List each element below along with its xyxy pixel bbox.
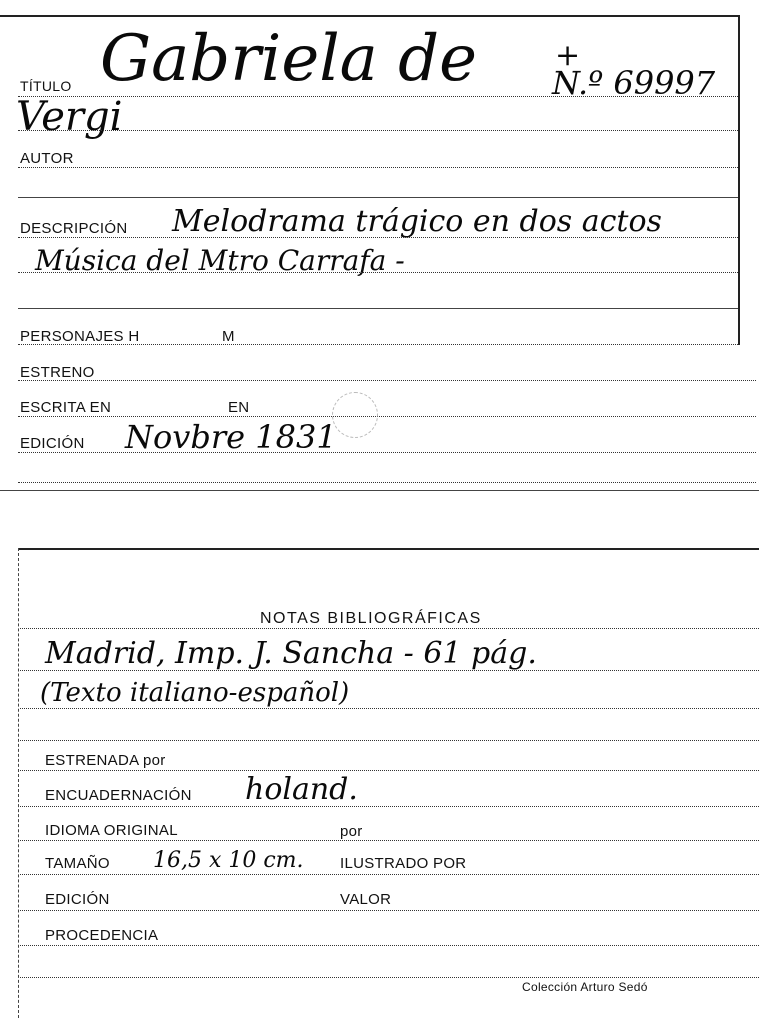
escrita-line	[18, 416, 756, 417]
procedencia-line-2	[20, 977, 759, 978]
personajes-m-label: M	[222, 328, 235, 345]
descripcion-value-line1: Melodrama trágico en dos actos	[172, 204, 662, 239]
personajes-h-label: PERSONAJES H	[20, 328, 140, 345]
catalog-card-top	[0, 0, 759, 495]
encuadernacion-line	[20, 806, 759, 807]
autor-line-2	[18, 197, 738, 198]
tamano-value: 16,5 x 10 cm.	[153, 848, 304, 873]
encuadernacion-value: holand.	[245, 772, 358, 807]
en-label: EN	[228, 399, 250, 416]
numero-value: N.º 69997	[552, 64, 716, 102]
edicion-label: EDICIÓN	[20, 435, 85, 452]
notas-line-3	[20, 740, 759, 741]
descripcion-label: DESCRIPCIÓN	[20, 220, 128, 237]
card-bottom-border	[0, 490, 759, 491]
titulo-line	[18, 96, 738, 97]
card2-top-border	[18, 548, 759, 550]
descripcion-line-3	[18, 308, 738, 309]
titulo-label: TÍTULO	[20, 78, 72, 94]
descripcion-line	[18, 237, 738, 238]
estrenada-line	[20, 770, 759, 771]
descripcion-line-2	[18, 272, 738, 273]
card-top-border	[0, 15, 740, 17]
personajes-line	[18, 344, 738, 345]
titulo-line-2	[18, 130, 738, 131]
catalog-card-bottom	[0, 540, 759, 1028]
titulo-value-line2: Vergi	[16, 94, 123, 140]
card-right-border	[738, 15, 740, 345]
tamano-line	[20, 874, 759, 875]
procedencia-label: PROCEDENCIA	[45, 927, 159, 944]
edicion-line	[18, 452, 756, 453]
cross-mark: +	[555, 38, 581, 73]
estreno-line	[18, 380, 756, 381]
notas-heading: NOTAS BIBLIOGRÁFICAS	[260, 610, 482, 627]
edicion-value: Novbre 1831	[125, 418, 337, 456]
descripcion-value-line2: Música del Mtro Carrafa -	[35, 244, 405, 277]
tamano-label: TAMAÑO	[45, 855, 110, 872]
ilustrado-label: ILUSTRADO POR	[340, 855, 467, 872]
encuadernacion-label: ENCUADERNACIÓN	[45, 787, 192, 804]
edicion2-line	[20, 910, 759, 911]
por-label: por	[340, 823, 363, 840]
edicion-line-2	[18, 482, 756, 483]
notas-value-line1: Madrid, Imp. J. Sancha - 61 pág.	[45, 636, 537, 671]
estrenada-label: ESTRENADA por	[45, 752, 166, 769]
card2-left-border	[18, 548, 19, 1018]
idioma-line	[20, 840, 759, 841]
titulo-value-line1: Gabriela de	[100, 22, 477, 96]
idioma-label: IDIOMA ORIGINAL	[45, 822, 178, 839]
edicion2-label: EDICIÓN	[45, 891, 110, 908]
valor-label: VALOR	[340, 891, 392, 908]
autor-line	[18, 167, 738, 168]
autor-label: AUTOR	[20, 150, 74, 167]
faint-stamp-mark	[332, 392, 378, 438]
notas-value-line2: (Texto italiano-español)	[40, 678, 350, 708]
estreno-label: ESTRENO	[20, 364, 95, 381]
escrita-en-label: ESCRITA EN	[20, 399, 112, 416]
notas-line-1	[20, 670, 759, 671]
procedencia-line	[20, 945, 759, 946]
coleccion-footer: Colección Arturo Sedó	[522, 980, 648, 994]
notas-line-2	[20, 708, 759, 709]
notas-line-0	[20, 628, 759, 629]
